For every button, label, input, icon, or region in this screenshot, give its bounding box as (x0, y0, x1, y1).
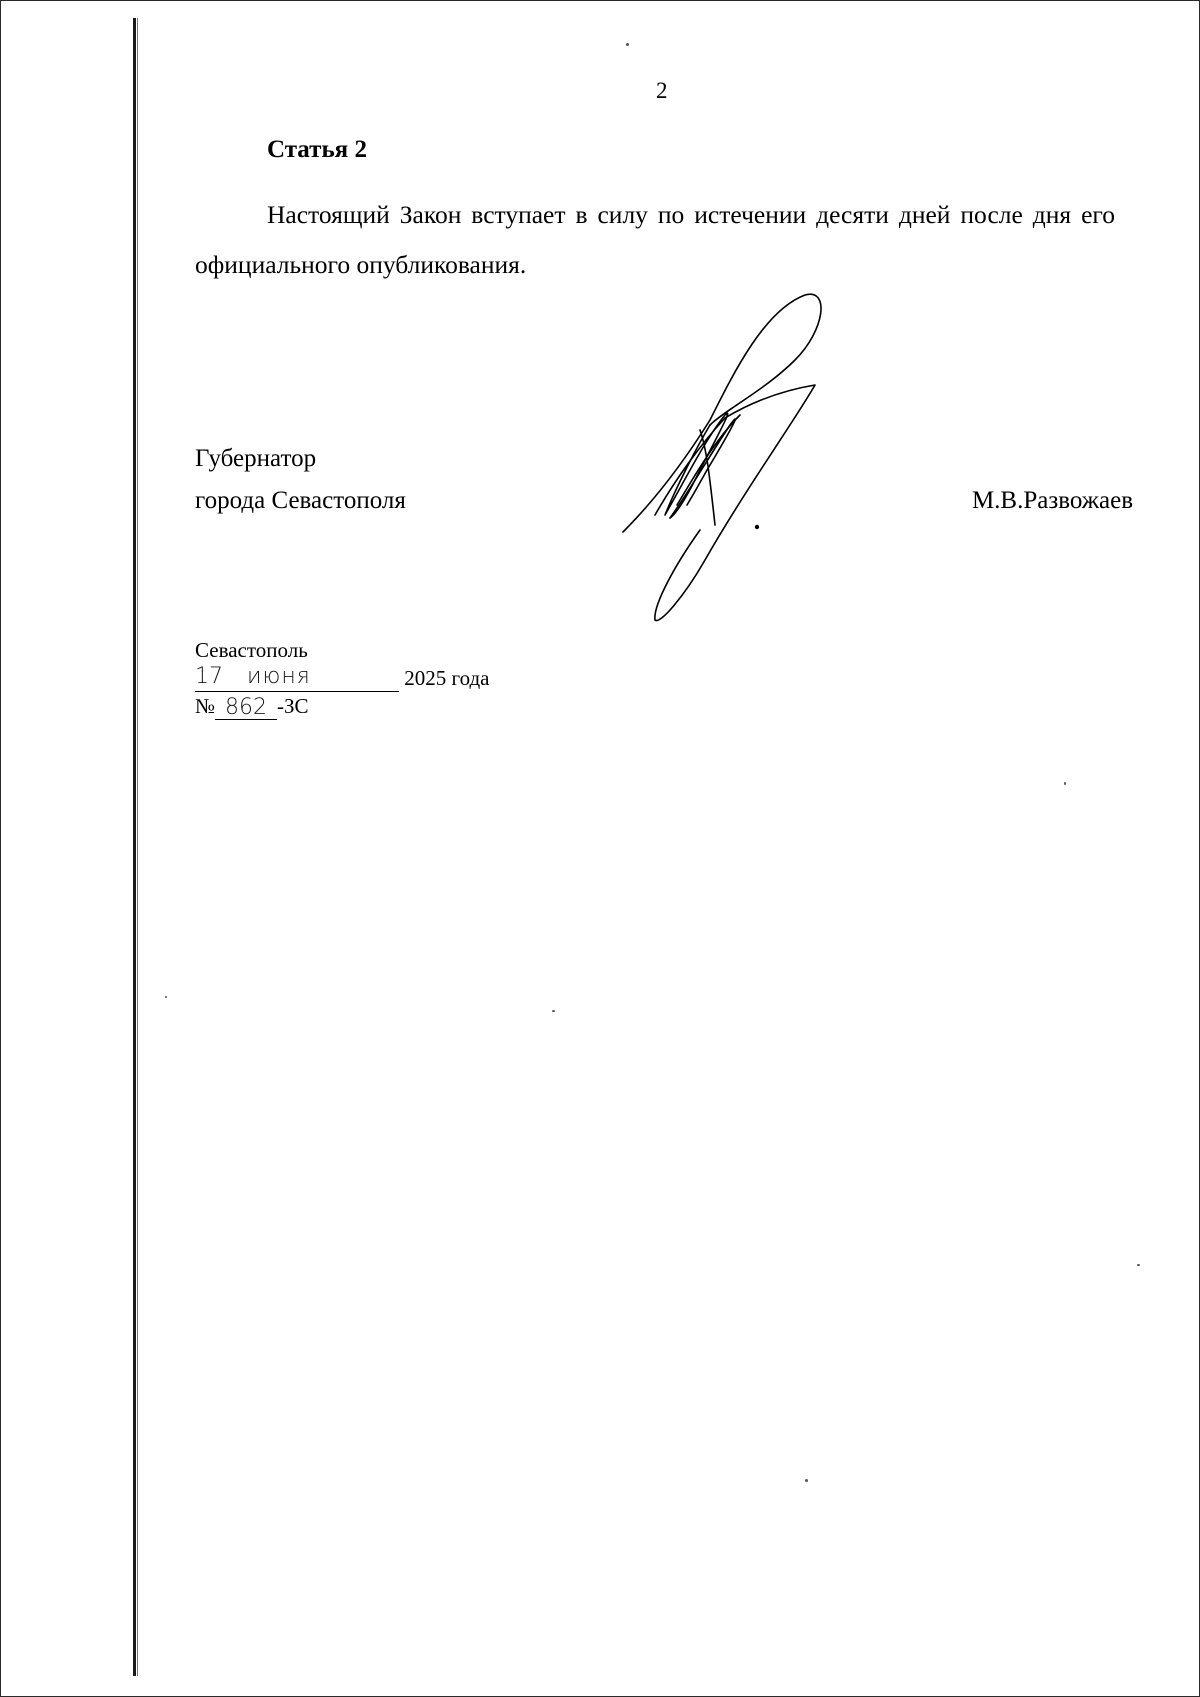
article-body: Настоящий Закон вступает в силу по истечении десяти дней после дня его официального опубликования. (195, 200, 1115, 279)
date-blank (195, 665, 399, 692)
scan-speck (805, 1479, 808, 1482)
binding-edge (133, 18, 136, 1676)
footer-number-line (195, 692, 490, 720)
footer-date-line (195, 664, 490, 692)
signatory-position (195, 438, 406, 522)
scan-speck (1064, 782, 1066, 785)
scan-speck (552, 1010, 555, 1012)
date-day-handwritten: 17 (195, 664, 223, 689)
number-handwritten: 862 (225, 695, 268, 720)
article-title: Статья 2 (267, 136, 367, 163)
number-suffix: -ЗС (277, 694, 309, 718)
number-blank (215, 693, 277, 720)
handwritten-signature (615, 290, 855, 635)
date-year: 2025 года (404, 666, 490, 690)
scan-speck (165, 996, 167, 998)
signatory-position-line2: города Севастополя (195, 487, 406, 514)
binding-edge-shadow (137, 18, 138, 1676)
number-prefix: № (195, 694, 216, 718)
signatory-position-line1: Губернатор (195, 445, 317, 472)
date-month-handwritten: июня (247, 664, 311, 689)
footer-city: Севастополь (195, 638, 308, 662)
signatory-name: М.В.Развожаев (971, 487, 1133, 514)
scan-speck (1137, 1264, 1140, 1266)
scan-speck (626, 43, 629, 46)
footer-block (195, 636, 490, 720)
page-number: 2 (656, 78, 668, 103)
